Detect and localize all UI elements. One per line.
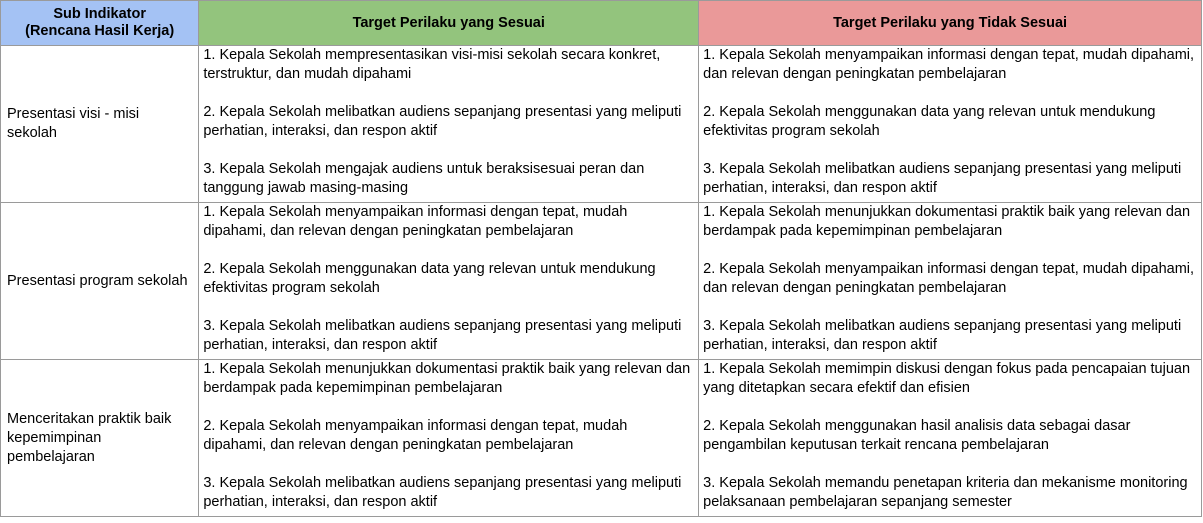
sesuai-item: 2. Kepala Sekolah menggunakan data yang relevan untuk mendukung efektivitas program sekolah <box>203 261 656 296</box>
sub-indikator-cell: Presentasi program sekolah <box>1 203 199 360</box>
table-row <box>1 46 1202 203</box>
tidak-sesuai-item: 1. Kepala Sekolah menunjukkan dokumentasi praktik baik yang relevan dan berdampak pada kepemimpinan pembelajaran <box>703 204 1191 239</box>
table-row <box>1 203 1202 360</box>
sesuai-item: 1. Kepala Sekolah menunjukkan dokumentasi praktik baik yang relevan dan berdampak pada kepemimpinan pembelajaran <box>203 361 691 396</box>
tidak-sesuai-item: 3. Kepala Sekolah melibatkan audiens sepanjang presentasi yang meliputi perhatian, interaksi, dan respon aktif <box>703 318 1182 353</box>
tidak-sesuai-item: 2. Kepala Sekolah menggunakan hasil analisis data sebagai dasar pengambilan keputusan terkait rencana pembelajaran <box>703 418 1131 453</box>
tidak-sesuai-item: 3. Kepala Sekolah memandu penetapan kriteria dan mekanisme monitoring pelaksanaan pembelajaran sepanjang semester <box>703 475 1188 510</box>
sub-indikator-cell: Presentasi visi - misi sekolah <box>1 46 199 203</box>
tidak-sesuai-cell <box>699 203 1202 360</box>
header-sesuai: Target Perilaku yang Sesuai <box>199 1 699 46</box>
sesuai-cell <box>199 203 699 360</box>
header-row <box>1 1 1202 46</box>
sesuai-item: 3. Kepala Sekolah melibatkan audiens sepanjang presentasi yang meliputi perhatian, interaksi, dan respon aktif <box>203 475 682 510</box>
sesuai-item: 3. Kepala Sekolah melibatkan audiens sepanjang presentasi yang meliputi perhatian, interaksi, dan respon aktif <box>203 318 682 353</box>
table-row <box>1 360 1202 517</box>
tidak-sesuai-item: 2. Kepala Sekolah menyampaikan informasi dengan tepat, mudah dipahami, dan relevan dengan peningkatan pembelajaran <box>703 261 1195 296</box>
sesuai-item: 1. Kepala Sekolah menyampaikan informasi dengan tepat, mudah dipahami, dan relevan dengan peningkatan pembelajaran <box>203 204 628 239</box>
tidak-sesuai-item: 1. Kepala Sekolah memimpin diskusi dengan fokus pada pencapaian tujuan yang ditetapkan secara efektif dan efisien <box>703 361 1191 396</box>
tidak-sesuai-item: 1. Kepala Sekolah menyampaikan informasi dengan tepat, mudah dipahami, dan relevan dengan peningkatan pembelajaran <box>703 47 1195 82</box>
sesuai-cell <box>199 46 699 203</box>
header-sub-line1: Sub Indikator <box>53 6 146 22</box>
tidak-sesuai-item: 3. Kepala Sekolah melibatkan audiens sepanjang presentasi yang meliputi perhatian, interaksi, dan respon aktif <box>703 161 1182 196</box>
sesuai-item: 2. Kepala Sekolah melibatkan audiens sepanjang presentasi yang meliputi perhatian, interaksi, dan respon aktif <box>203 104 682 139</box>
sesuai-item: 1. Kepala Sekolah mempresentasikan visi-misi sekolah secara konkret, terstruktur, dan mudah dipahami <box>203 47 661 82</box>
tidak-sesuai-cell <box>699 360 1202 517</box>
sesuai-item: 3. Kepala Sekolah mengajak audiens untuk beraksisesuai peran dan tanggung jawab masing-masing <box>203 161 645 196</box>
sesuai-cell <box>199 360 699 517</box>
header-sub-line2: (Rencana Hasil Kerja) <box>25 23 175 39</box>
sesuai-item: 2. Kepala Sekolah menyampaikan informasi dengan tepat, mudah dipahami, dan relevan dengan peningkatan pembelajaran <box>203 418 628 453</box>
tidak-sesuai-item: 2. Kepala Sekolah menggunakan data yang relevan untuk mendukung efektivitas program sekolah <box>703 104 1156 139</box>
header-sub-indikator <box>1 1 199 46</box>
tidak-sesuai-cell <box>699 46 1202 203</box>
header-tidak-sesuai: Target Perilaku yang Tidak Sesuai <box>699 1 1202 46</box>
sub-indikator-cell: Menceritakan praktik baik kepemimpinan pembelajaran <box>1 360 199 517</box>
